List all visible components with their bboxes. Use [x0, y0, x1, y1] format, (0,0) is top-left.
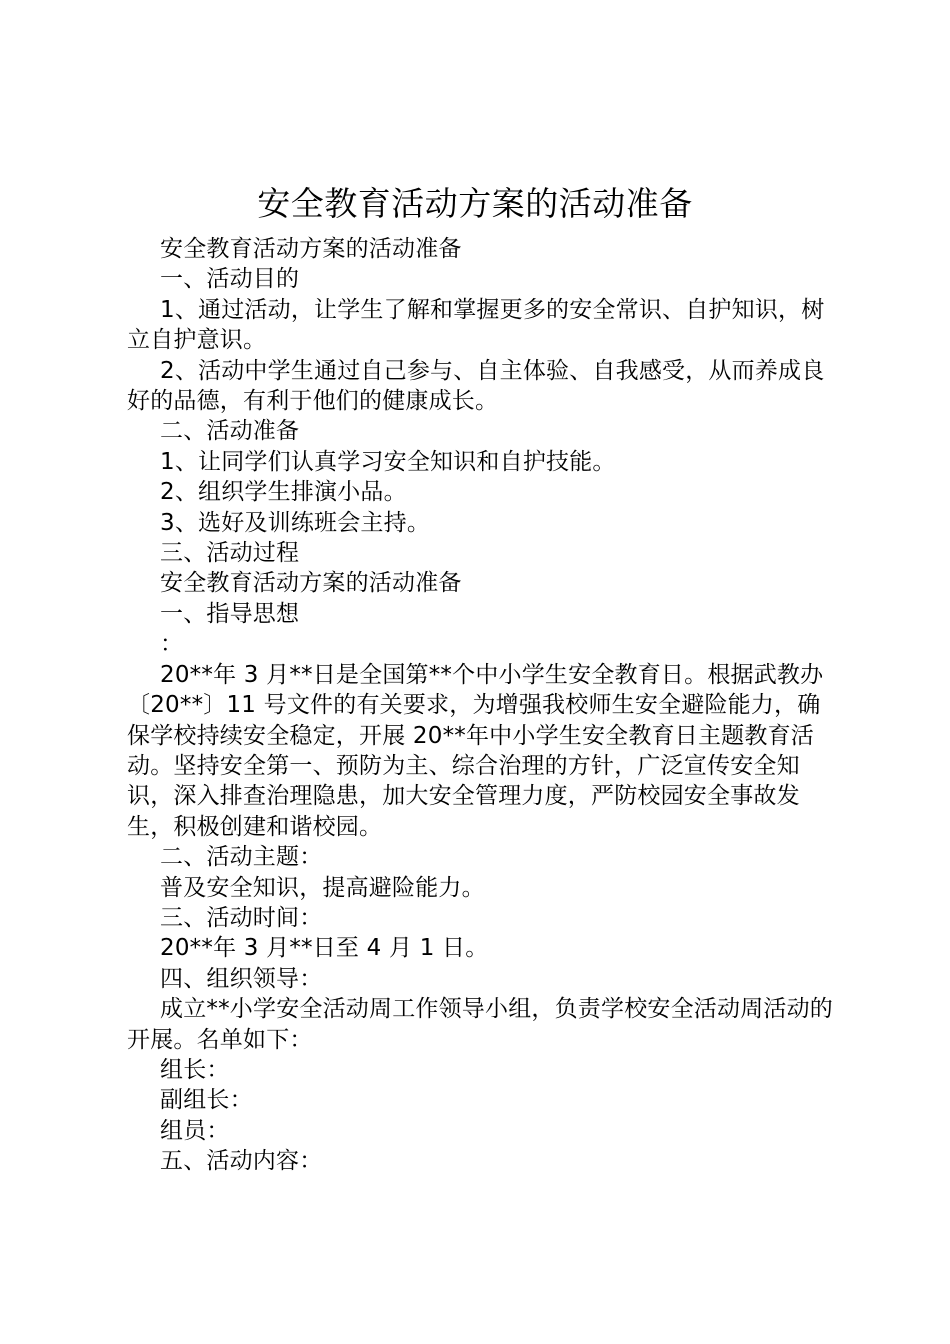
paragraph: 组员： — [160, 1117, 230, 1144]
paragraph: 2、活动中学生通过自己参与、自主体验、自我感受，从而养成良好的品德，有利于他们的健康成长。 — [127, 357, 825, 415]
paragraph: 20**年 3 月**日至 4 月 1 日。 — [160, 935, 489, 962]
paragraph: 普及安全知识，提高避险能力。 — [160, 874, 485, 901]
paragraph: 安全教育活动方案的活动准备 — [160, 570, 462, 597]
paragraph: 3、选好及训练班会主持。 — [160, 509, 431, 536]
document-title: 安全教育活动方案的活动准备 — [257, 184, 693, 223]
section-heading: 三、活动过程 — [160, 540, 300, 567]
paragraph: 组长： — [160, 1056, 230, 1083]
paragraph: 安全教育活动方案的活动准备 — [160, 236, 462, 262]
section-heading: 五、活动内容： — [160, 1148, 323, 1175]
section-heading: 一、活动目的 — [160, 266, 300, 293]
section-heading: 四、组织领导： — [160, 965, 323, 992]
section-heading: 二、活动主题： — [160, 844, 323, 871]
paragraph: 副组长： — [160, 1087, 253, 1114]
paragraph: 2、组织学生排演小品。 — [160, 479, 407, 506]
paragraph: 1、通过活动，让学生了解和掌握更多的安全常识、自护知识，树立自护意识。 — [127, 296, 825, 354]
document-body — [127, 234, 837, 1177]
section-heading: 一、指导思想 — [160, 600, 300, 627]
paragraph: 1、让同学们认真学习安全知识和自护技能。 — [160, 448, 616, 475]
section-heading: 二、活动准备 — [160, 418, 300, 445]
section-heading: 三、活动时间： — [160, 904, 323, 931]
paragraph: 成立**小学安全活动周工作领导小组，负责学校安全活动周活动的开展。名单如下： — [127, 996, 833, 1053]
paragraph: 20**年 3 月**日是全国第**个中小学生安全教育日。根据武教办〔20**〕11 号文件的有关要求，为增强我校师生安全避险能力，确保学校持续安全稳定，开展 20**年中小学生安全教育日主题教育活动。坚持安全第一、预防为主、综合治理的方针，广泛宣传安全知识，深入排查治理隐患，加大安全管理力度，严防校园安全事故发生，积极创建和谐校园。 — [127, 661, 824, 840]
paragraph: ： — [160, 631, 184, 658]
